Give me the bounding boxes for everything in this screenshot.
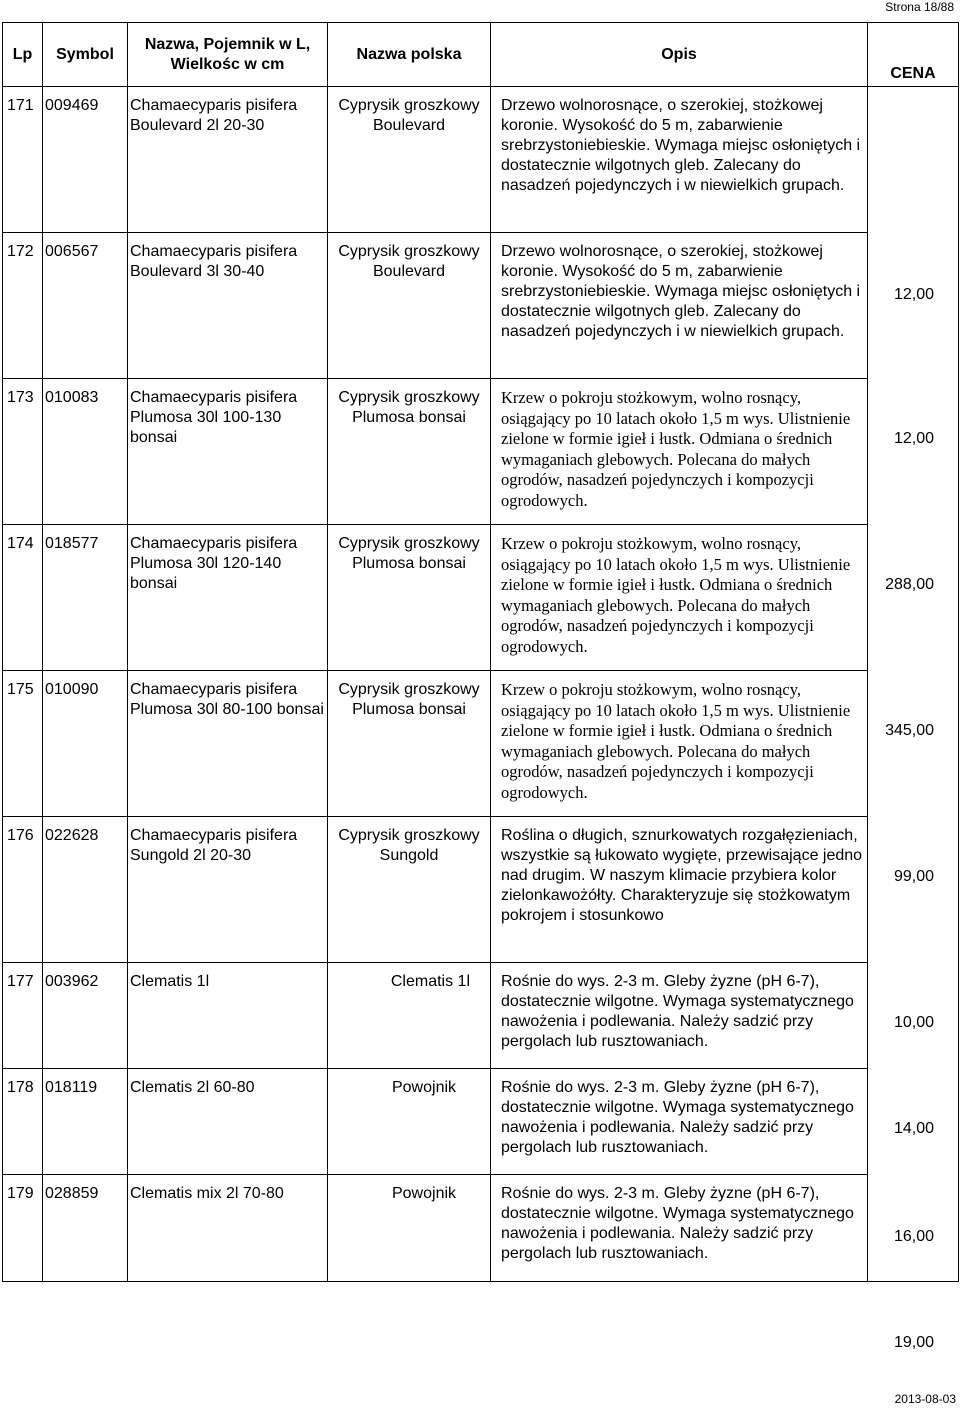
- table-row: [3, 525, 959, 671]
- row-lp: 174: [7, 535, 34, 552]
- row-symbol: 018577: [45, 535, 99, 552]
- row-price: 12,00: [893, 286, 934, 303]
- row-name: Chamaecyparis pisifera Plumosa 30l 100-130 bonsai: [130, 389, 298, 446]
- row-symbol: 010090: [45, 681, 99, 698]
- row-lp: 178: [7, 1079, 34, 1096]
- row-description: Rośnie do wys. 2-3 m. Gleby żyzne (pH 6-7), dostatecznie wilgotne. Wymaga systematycznego nawożenia i podlewania. Należy sadzić przy pergolach lub rusztowaniach.: [501, 973, 854, 1050]
- row-name: Chamaecyparis pisifera Plumosa 30l 120-140 bonsai: [130, 535, 298, 592]
- product-table: [2, 22, 959, 1351]
- row-description: Rośnie do wys. 2-3 m. Gleby żyzne (pH 6-7), dostatecznie wilgotne. Wymaga systematycznego nawożenia i podlewania. Należy sadzić przy pergolach lub rusztowaniach.: [501, 1079, 854, 1156]
- row-price: 14,00: [893, 1120, 934, 1137]
- header-price: CENA: [868, 23, 959, 87]
- row-price: 19,00: [893, 1334, 934, 1351]
- row-name: Clematis 2l 60-80: [130, 1079, 255, 1096]
- header-name: Nazwa, Pojemnik w L, Wielkośc w cm: [128, 23, 328, 87]
- row-name: Clematis mix 2l 70-80: [130, 1185, 284, 1202]
- header-description: Opis: [491, 23, 868, 87]
- row-name: Clematis 1l: [130, 973, 210, 990]
- row-price: 345,00: [885, 722, 934, 739]
- row-lp: 175: [7, 681, 34, 698]
- row-polish-name: Powojnik: [391, 1185, 457, 1202]
- row-name: Chamaecyparis pisifera Boulevard 2l 20-30: [130, 97, 298, 134]
- row-polish-name: Cyprysik groszkowy Plumosa bonsai: [338, 535, 480, 572]
- row-lp: 177: [7, 973, 34, 990]
- table-row: [3, 1175, 959, 1282]
- row-polish-name: Cyprysik groszkowy Boulevard: [338, 243, 480, 280]
- row-symbol: 009469: [45, 97, 99, 114]
- row-symbol: 003962: [45, 973, 99, 990]
- row-description: Krzew o pokroju stożkowym, wolno rosnący, osiągający po 10 latach około 1,5 m wys. Ulistnienie zielone w formie igieł i łustk. Odmiana o średnich wymaganiach glebowych. Polecana do małych ogrodów, nasadzeń pojedynczych i kompozycji ogrodowych.: [501, 534, 851, 656]
- row-symbol: 018119: [45, 1079, 98, 1096]
- table-row: [3, 963, 959, 1069]
- row-symbol: 022628: [45, 827, 99, 844]
- row-price: 12,00: [893, 430, 934, 447]
- row-polish-name: Cyprysik groszkowy Plumosa bonsai: [338, 389, 480, 426]
- row-symbol: 028859: [45, 1185, 99, 1202]
- price-column: [868, 87, 959, 1351]
- table-row: [3, 817, 959, 963]
- header-symbol: Symbol: [43, 23, 128, 87]
- row-lp: 172: [7, 243, 34, 260]
- row-polish-name: Powojnik: [391, 1079, 457, 1096]
- row-price: 16,00: [893, 1228, 934, 1245]
- row-description: Roślina o długich, sznurkowatych rozgałęzieniach, wszystkie są łukowato wygięte, przewisające jedno nad drugim. W naszym klimacie przybiera kolor zielonkawożółty. Charakteryzuje się stożkowatym pokrojem i stosunkowo: [501, 827, 863, 924]
- row-lp: 179: [7, 1185, 34, 1202]
- row-name: Chamaecyparis pisifera Plumosa 30l 80-100 bonsai: [130, 681, 324, 718]
- print-date: 2013-08-03: [894, 1392, 956, 1406]
- row-description: Drzewo wolnorosnące, o szerokiej, stożkowej koronie. Wysokość do 5 m, zabarwienie srebrzystoniebieskie. Wymaga miejsc osłoniętych i dostatecznie wilgotnych gleb. Zalecany do nasadzeń pojedynczych i w niewielkich grupach.: [501, 243, 861, 340]
- row-description: Krzew o pokroju stożkowym, wolno rosnący, osiągający po 10 latach około 1,5 m wys. Ulistnienie zielone w formie igieł i łustk. Odmiana o średnich wymaganiach glebowych. Polecana do małych ogrodów, nasadzeń pojedynczych i kompozycji ogrodowych.: [501, 388, 851, 510]
- row-price: 10,00: [893, 1014, 934, 1031]
- page-number: Strona 18/88: [885, 0, 954, 14]
- row-description: Rośnie do wys. 2-3 m. Gleby żyzne (pH 6-7), dostatecznie wilgotne. Wymaga systematycznego nawożenia i podlewania. Należy sadzić przy pergolach lub rusztowaniach.: [501, 1185, 854, 1262]
- row-description: Krzew o pokroju stożkowym, wolno rosnący, osiągający po 10 latach około 1,5 m wys. Ulistnienie zielone w formie igieł i łustk. Odmiana o średnich wymaganiach glebowych. Polecana do małych ogrodów, nasadzeń pojedynczych i kompozycji ogrodowych.: [501, 680, 851, 802]
- row-symbol: 010083: [45, 389, 99, 406]
- row-description: Drzewo wolnorosnące, o szerokiej, stożkowej koronie. Wysokość do 5 m, zabarwienie srebrzystoniebieskie. Wymaga miejsc osłoniętych i dostatecznie wilgotnych gleb. Zalecany do nasadzeń pojedynczych i w niewielkich grupach.: [501, 97, 861, 194]
- row-polish-name: Clematis 1l: [390, 973, 470, 990]
- row-lp: 176: [7, 827, 34, 844]
- table-row: [3, 379, 959, 525]
- row-name: Chamaecyparis pisifera Boulevard 3l 30-40: [130, 243, 298, 280]
- row-price: 288,00: [885, 576, 934, 593]
- row-polish-name: Cyprysik groszkowy Plumosa bonsai: [338, 681, 480, 718]
- row-polish-name: Cyprysik groszkowy Boulevard: [338, 97, 480, 134]
- row-name: Chamaecyparis pisifera Sungold 2l 20-30: [130, 827, 298, 864]
- row-price: 99,00: [893, 868, 934, 885]
- header-lp: Lp: [3, 23, 43, 87]
- row-lp: 173: [7, 389, 34, 406]
- table-row: [3, 671, 959, 817]
- table-row: [3, 1069, 959, 1175]
- header-polish-name: Nazwa polska: [328, 23, 491, 87]
- table-row: [3, 233, 959, 379]
- table-row: [3, 87, 959, 233]
- row-polish-name: Cyprysik groszkowy Sungold: [338, 827, 480, 864]
- table-header-row: [3, 23, 959, 87]
- row-symbol: 006567: [45, 243, 99, 260]
- row-lp: 171: [7, 97, 34, 114]
